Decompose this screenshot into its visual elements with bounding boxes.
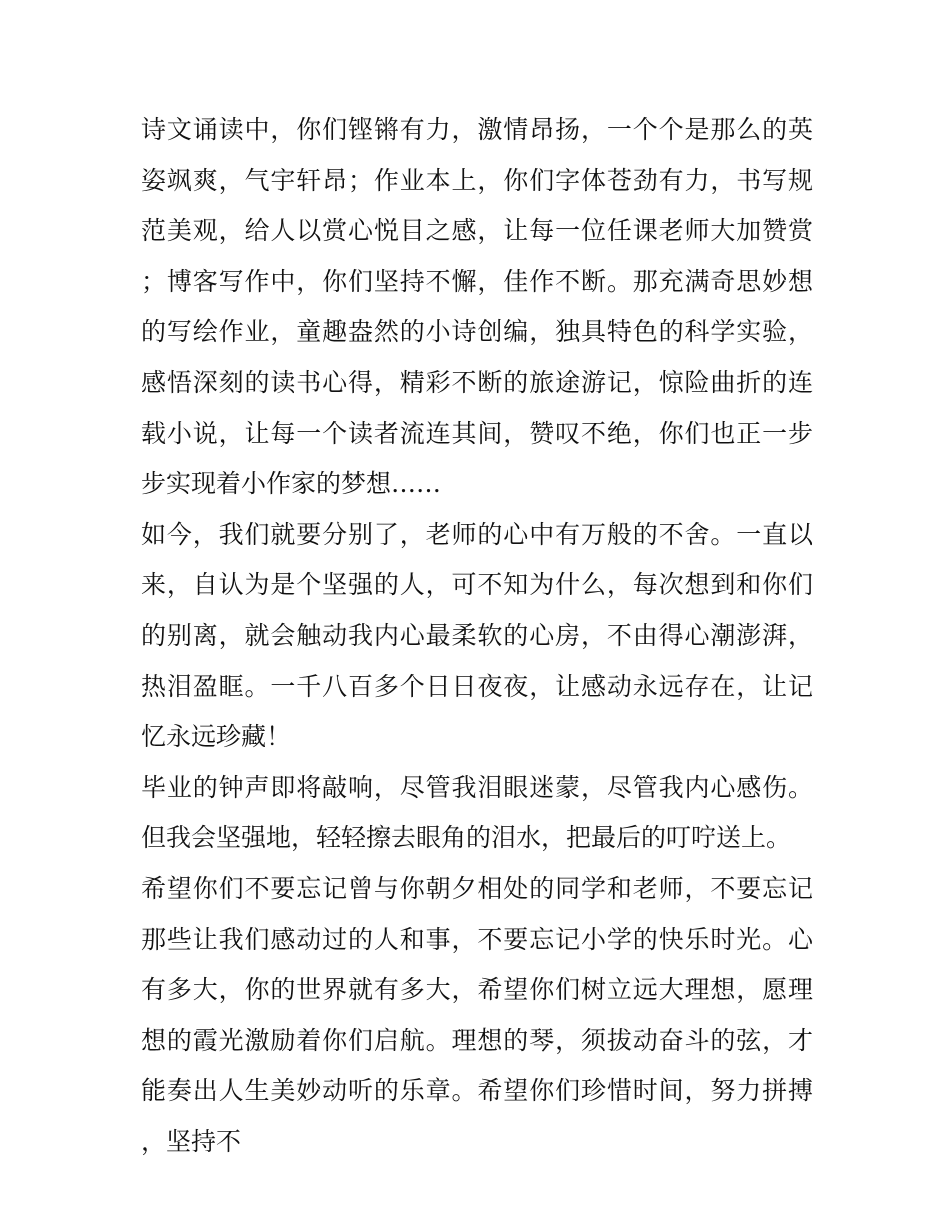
- document-body: [141, 105, 813, 1167]
- paragraph-farewell: 如今，我们就要分别了，老师的心中有万般的不舍。一直以来，自认为是个坚强的人，可不知为什么，每次想到和你们的别离，就会触动我内心最柔软的心房，不由得心潮澎湃，热泪盈眶。一千八百多个日日夜夜，让感动永远存在，让记忆永远珍藏！: [141, 519, 813, 752]
- paragraph-hopes: 希望你们不要忘记曾与你朝夕相处的同学和老师，不要忘记那些让我们感动过的人和事，不要忘记小学的快乐时光。心有多大，你的世界就有多大，希望你们树立远大理想，愿理想的霞光激励着你们启航。理想的琴，须拔动奋斗的弦，才能奏出人生美妙动听的乐章。希望你们珍惜时间，努力拼搏，坚持不: [141, 873, 813, 1156]
- paragraph-achievements: 诗文诵读中，你们铿锵有力，激情昂扬，一个个是那么的英姿飒爽，气宇轩昂；作业本上，你们字体苍劲有力，书写规范美观，给人以赏心悦目之感，让每一位任课老师大加赞赏；博客写作中，你们坚持不懈，佳作不断。那充满奇思妙想的写绘作业，童趣盎然的小诗创编，独具特色的科学实验，感悟深刻的读书心得，精彩不断的旅途游记，惊险曲折的连载小说，让每一个读者流连其间，赞叹不绝，你们也正一步步实现着小作家的梦想……: [141, 115, 813, 499]
- paragraph-graduation-bell: 毕业的钟声即将敲响，尽管我泪眼迷蒙，尽管我内心感伤。但我会坚强地，轻轻擦去眼角的泪水，把最后的叮咛送上。: [141, 772, 813, 853]
